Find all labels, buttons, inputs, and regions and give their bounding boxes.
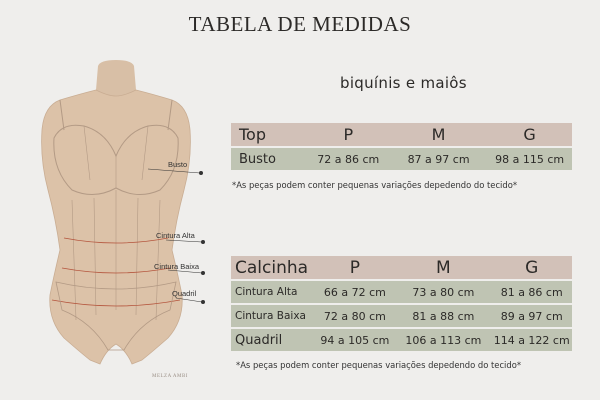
mannequin-illustration bbox=[20, 60, 220, 380]
table-cell: 106 a 113 cm bbox=[405, 333, 482, 347]
top-table-note: *As peças podem conter pequenas variações depedendo do tecido* bbox=[232, 180, 518, 190]
header-size-m: M bbox=[431, 125, 446, 144]
header-top: Top bbox=[239, 125, 266, 144]
table-cell: 81 a 88 cm bbox=[412, 309, 475, 323]
table-cell: 114 a 122 cm bbox=[493, 333, 570, 347]
table-cell: 89 a 97 cm bbox=[500, 309, 563, 323]
table-cell: 73 a 80 cm bbox=[412, 285, 475, 299]
table-row bbox=[231, 329, 572, 351]
label-low-waist: Cintura Baixa bbox=[154, 262, 200, 271]
row-label: Busto bbox=[239, 151, 276, 167]
page-subtitle: biquínis e maiôs bbox=[340, 74, 467, 92]
table-cell: 66 a 72 cm bbox=[323, 285, 386, 299]
header-size-p: P bbox=[349, 257, 360, 278]
table-cell: 72 a 80 cm bbox=[323, 309, 386, 323]
page-title: TABELA DE MEDIDAS bbox=[188, 12, 412, 36]
hip-marker bbox=[201, 300, 205, 304]
header-size-g: G bbox=[525, 257, 539, 278]
header-size-g: G bbox=[523, 125, 536, 144]
label-high-waist: Cintura Alta bbox=[156, 231, 195, 240]
top-size-table bbox=[231, 123, 572, 170]
header-bottom: Calcinha bbox=[235, 257, 309, 278]
mannequin-neck bbox=[96, 60, 136, 96]
table-cell: 81 a 86 cm bbox=[500, 285, 563, 299]
label-bust: Busto bbox=[168, 160, 188, 169]
bust-marker bbox=[199, 171, 203, 175]
table-row bbox=[231, 148, 572, 170]
low-waist-marker bbox=[201, 271, 205, 275]
label-hip: Quadril bbox=[172, 289, 197, 298]
high-waist-marker bbox=[201, 240, 205, 244]
bottom-size-table bbox=[231, 256, 572, 351]
header-size-m: M bbox=[436, 257, 451, 278]
table-cell: 72 a 86 cm bbox=[317, 152, 380, 166]
table-cell: 98 a 115 cm bbox=[495, 152, 565, 166]
row-label: Cintura Baixa bbox=[235, 310, 306, 322]
table-header-row bbox=[231, 256, 572, 279]
table-row bbox=[231, 281, 572, 303]
table-row bbox=[231, 305, 572, 327]
brand-logo: MELZA AMBI bbox=[152, 374, 188, 379]
table-cell: 94 a 105 cm bbox=[320, 333, 390, 347]
table-header-row bbox=[231, 123, 572, 146]
header-size-p: P bbox=[343, 125, 354, 144]
table-cell: 87 a 97 cm bbox=[407, 152, 470, 166]
bottom-table-note: *As peças podem conter pequenas variações depedendo do tecido* bbox=[236, 360, 522, 370]
row-label: Quadril bbox=[235, 332, 283, 348]
row-label: Cintura Alta bbox=[235, 286, 298, 298]
